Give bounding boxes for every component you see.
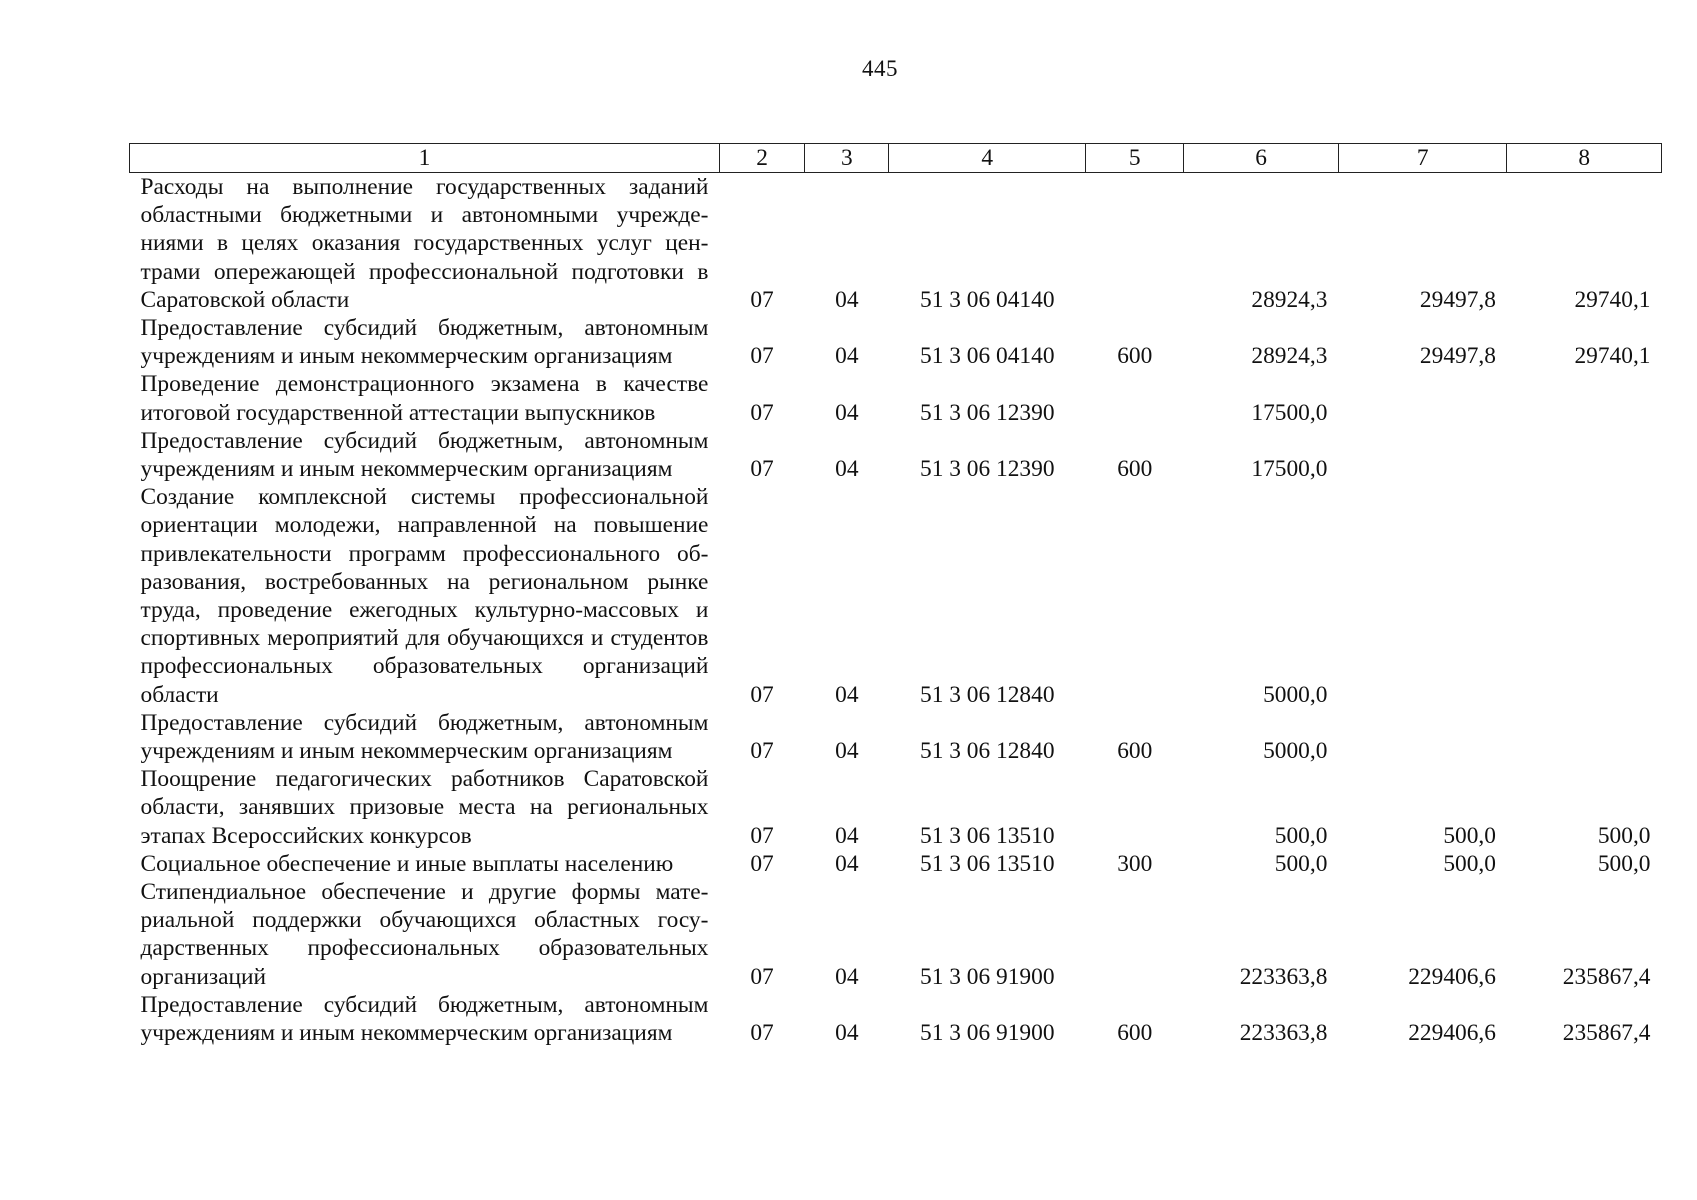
row-amount-2: 29497,8 xyxy=(1419,343,1496,370)
row-expense-type xyxy=(1086,878,1184,991)
row-amount-1: 500,0 xyxy=(1274,850,1328,877)
row-description: Предоставление субсидий бюджетным, автономным учреждениям и иным некоммерческим организациям xyxy=(140,427,709,483)
row-amount-3 xyxy=(1507,709,1662,765)
header-col-3: 3 xyxy=(805,144,889,173)
row-amount-1: 223363,8 xyxy=(1239,1020,1328,1047)
row-expense-type: 600 xyxy=(1117,1020,1153,1047)
page-number: 445 xyxy=(862,56,898,81)
row-section: 07 xyxy=(750,822,774,849)
row-amount-1: 500,0 xyxy=(1274,822,1328,849)
row-subsection: 04 xyxy=(835,1020,859,1047)
table-row xyxy=(130,765,1662,850)
row-expense-type xyxy=(1086,370,1184,426)
row-target-article: 51 3 06 91900 xyxy=(920,963,1055,990)
row-section: 07 xyxy=(750,399,774,426)
row-amount-1: 17500,0 xyxy=(1251,456,1328,483)
row-description: Предоставление субсидий бюджетным, автономным учреждениям и иным некоммерческим организациям xyxy=(140,315,709,370)
row-amount-3: 500,0 xyxy=(1597,850,1651,877)
row-amount-3 xyxy=(1507,427,1662,483)
header-col-6: 6 xyxy=(1184,144,1339,173)
row-subsection: 04 xyxy=(835,738,859,765)
header-col-7: 7 xyxy=(1338,144,1507,173)
row-expense-type: 300 xyxy=(1117,850,1153,877)
row-section: 07 xyxy=(750,286,774,313)
row-target-article: 51 3 06 12390 xyxy=(920,456,1055,483)
row-amount-3 xyxy=(1507,483,1662,709)
row-section: 07 xyxy=(750,1020,774,1047)
row-description: Стипендиальное обеспечение и другие формы материальной поддержки обучающихся областных государственных профессиональных образовательных организаций xyxy=(140,879,709,990)
table-body xyxy=(130,173,1662,1048)
row-target-article: 51 3 06 13510 xyxy=(920,822,1055,849)
row-amount-2: 500,0 xyxy=(1443,822,1496,849)
row-expense-type: 600 xyxy=(1117,738,1153,765)
row-amount-2 xyxy=(1338,370,1507,426)
header-col-1: 1 xyxy=(130,144,720,173)
row-target-article: 51 3 06 12840 xyxy=(920,681,1055,708)
row-subsection: 04 xyxy=(835,286,859,313)
row-amount-1: 28924,3 xyxy=(1251,343,1328,370)
row-section: 07 xyxy=(750,681,774,708)
row-expense-type: 600 xyxy=(1117,456,1153,483)
row-amount-2: 29497,8 xyxy=(1419,286,1496,313)
table-row xyxy=(130,878,1662,991)
table-row xyxy=(130,991,1662,1047)
row-target-article: 51 3 06 91900 xyxy=(920,1020,1055,1047)
row-description: Создание комплексной системы профессиональной ориентации молодежи, направленной на повышение привлекательности программ профессионального образования, востребованных на региональном рынке труда, проведение ежегодных культурно-массовых и спортивных мероприятий для обучающихся и студентов профессиональных образовательных организаций области xyxy=(140,484,709,708)
row-section: 07 xyxy=(750,850,774,877)
row-amount-2: 229406,6 xyxy=(1408,1020,1496,1047)
row-subsection: 04 xyxy=(835,850,859,877)
table-row xyxy=(130,850,1662,878)
row-target-article: 51 3 06 04140 xyxy=(920,343,1055,370)
row-amount-3: 29740,1 xyxy=(1574,286,1651,313)
row-subsection: 04 xyxy=(835,822,859,849)
row-amount-1: 5000,0 xyxy=(1263,681,1328,708)
row-section: 07 xyxy=(750,963,774,990)
row-amount-1: 28924,3 xyxy=(1251,286,1328,313)
row-description: Предоставление субсидий бюджетным, автономным учреждениям и иным некоммерческим организациям xyxy=(140,991,709,1047)
row-subsection: 04 xyxy=(835,399,859,426)
row-expense-type: 600 xyxy=(1117,343,1153,370)
row-section: 07 xyxy=(750,738,774,765)
row-expense-type xyxy=(1086,173,1184,315)
row-amount-1: 223363,8 xyxy=(1239,963,1328,990)
row-amount-3: 500,0 xyxy=(1597,822,1651,849)
row-expense-type xyxy=(1086,483,1184,709)
row-description: Расходы на выполнение государственных заданий областными бюджетными и автономными учреждениями в целях оказания государственных услуг центрами опережающей профессиональной подготовки в Саратовской области xyxy=(140,174,709,313)
row-amount-3: 29740,1 xyxy=(1574,343,1651,370)
row-amount-1: 17500,0 xyxy=(1251,399,1328,426)
row-subsection: 04 xyxy=(835,963,859,990)
row-target-article: 51 3 06 12390 xyxy=(920,399,1055,426)
header-col-5: 5 xyxy=(1086,144,1184,173)
header-row xyxy=(130,144,1662,173)
row-subsection: 04 xyxy=(835,456,859,483)
row-section: 07 xyxy=(750,456,774,483)
row-target-article: 51 3 06 04140 xyxy=(920,286,1055,313)
row-amount-3: 235867,4 xyxy=(1562,963,1651,990)
budget-table xyxy=(129,143,1662,1047)
row-amount-2: 500,0 xyxy=(1443,850,1496,877)
row-description: Социальное обеспечение и иные выплаты населению xyxy=(140,850,674,877)
table-row xyxy=(130,427,1662,483)
row-amount-2 xyxy=(1338,427,1507,483)
row-amount-2 xyxy=(1338,483,1507,709)
row-amount-1: 5000,0 xyxy=(1263,738,1328,765)
row-subsection: 04 xyxy=(835,681,859,708)
header-col-8: 8 xyxy=(1507,144,1662,173)
row-description: Предоставление субсидий бюджетным, автономным учреждениям и иным некоммерческим организациям xyxy=(140,709,709,765)
table-row xyxy=(130,314,1662,370)
row-expense-type xyxy=(1086,765,1184,850)
row-amount-2: 229406,6 xyxy=(1408,963,1496,990)
header-col-4: 4 xyxy=(889,144,1086,173)
row-description: Поощрение педагогических работников Саратовской области, занявших призовые места на региональных этапах Всероссийских конкурсов xyxy=(140,766,709,849)
table-header xyxy=(130,144,1662,173)
row-target-article: 51 3 06 13510 xyxy=(920,850,1055,877)
table-row xyxy=(130,483,1662,709)
row-amount-3 xyxy=(1507,370,1662,426)
table-row xyxy=(130,709,1662,765)
row-section: 07 xyxy=(750,343,774,370)
header-col-2: 2 xyxy=(719,144,804,173)
row-amount-3: 235867,4 xyxy=(1562,1020,1651,1047)
row-description: Проведение демонстрационного экзамена в качестве итоговой государственной аттестации выпускников xyxy=(140,371,709,426)
table-row xyxy=(130,370,1662,426)
row-amount-2 xyxy=(1338,709,1507,765)
row-target-article: 51 3 06 12840 xyxy=(920,738,1055,765)
table-row xyxy=(130,173,1662,315)
row-subsection: 04 xyxy=(835,343,859,370)
